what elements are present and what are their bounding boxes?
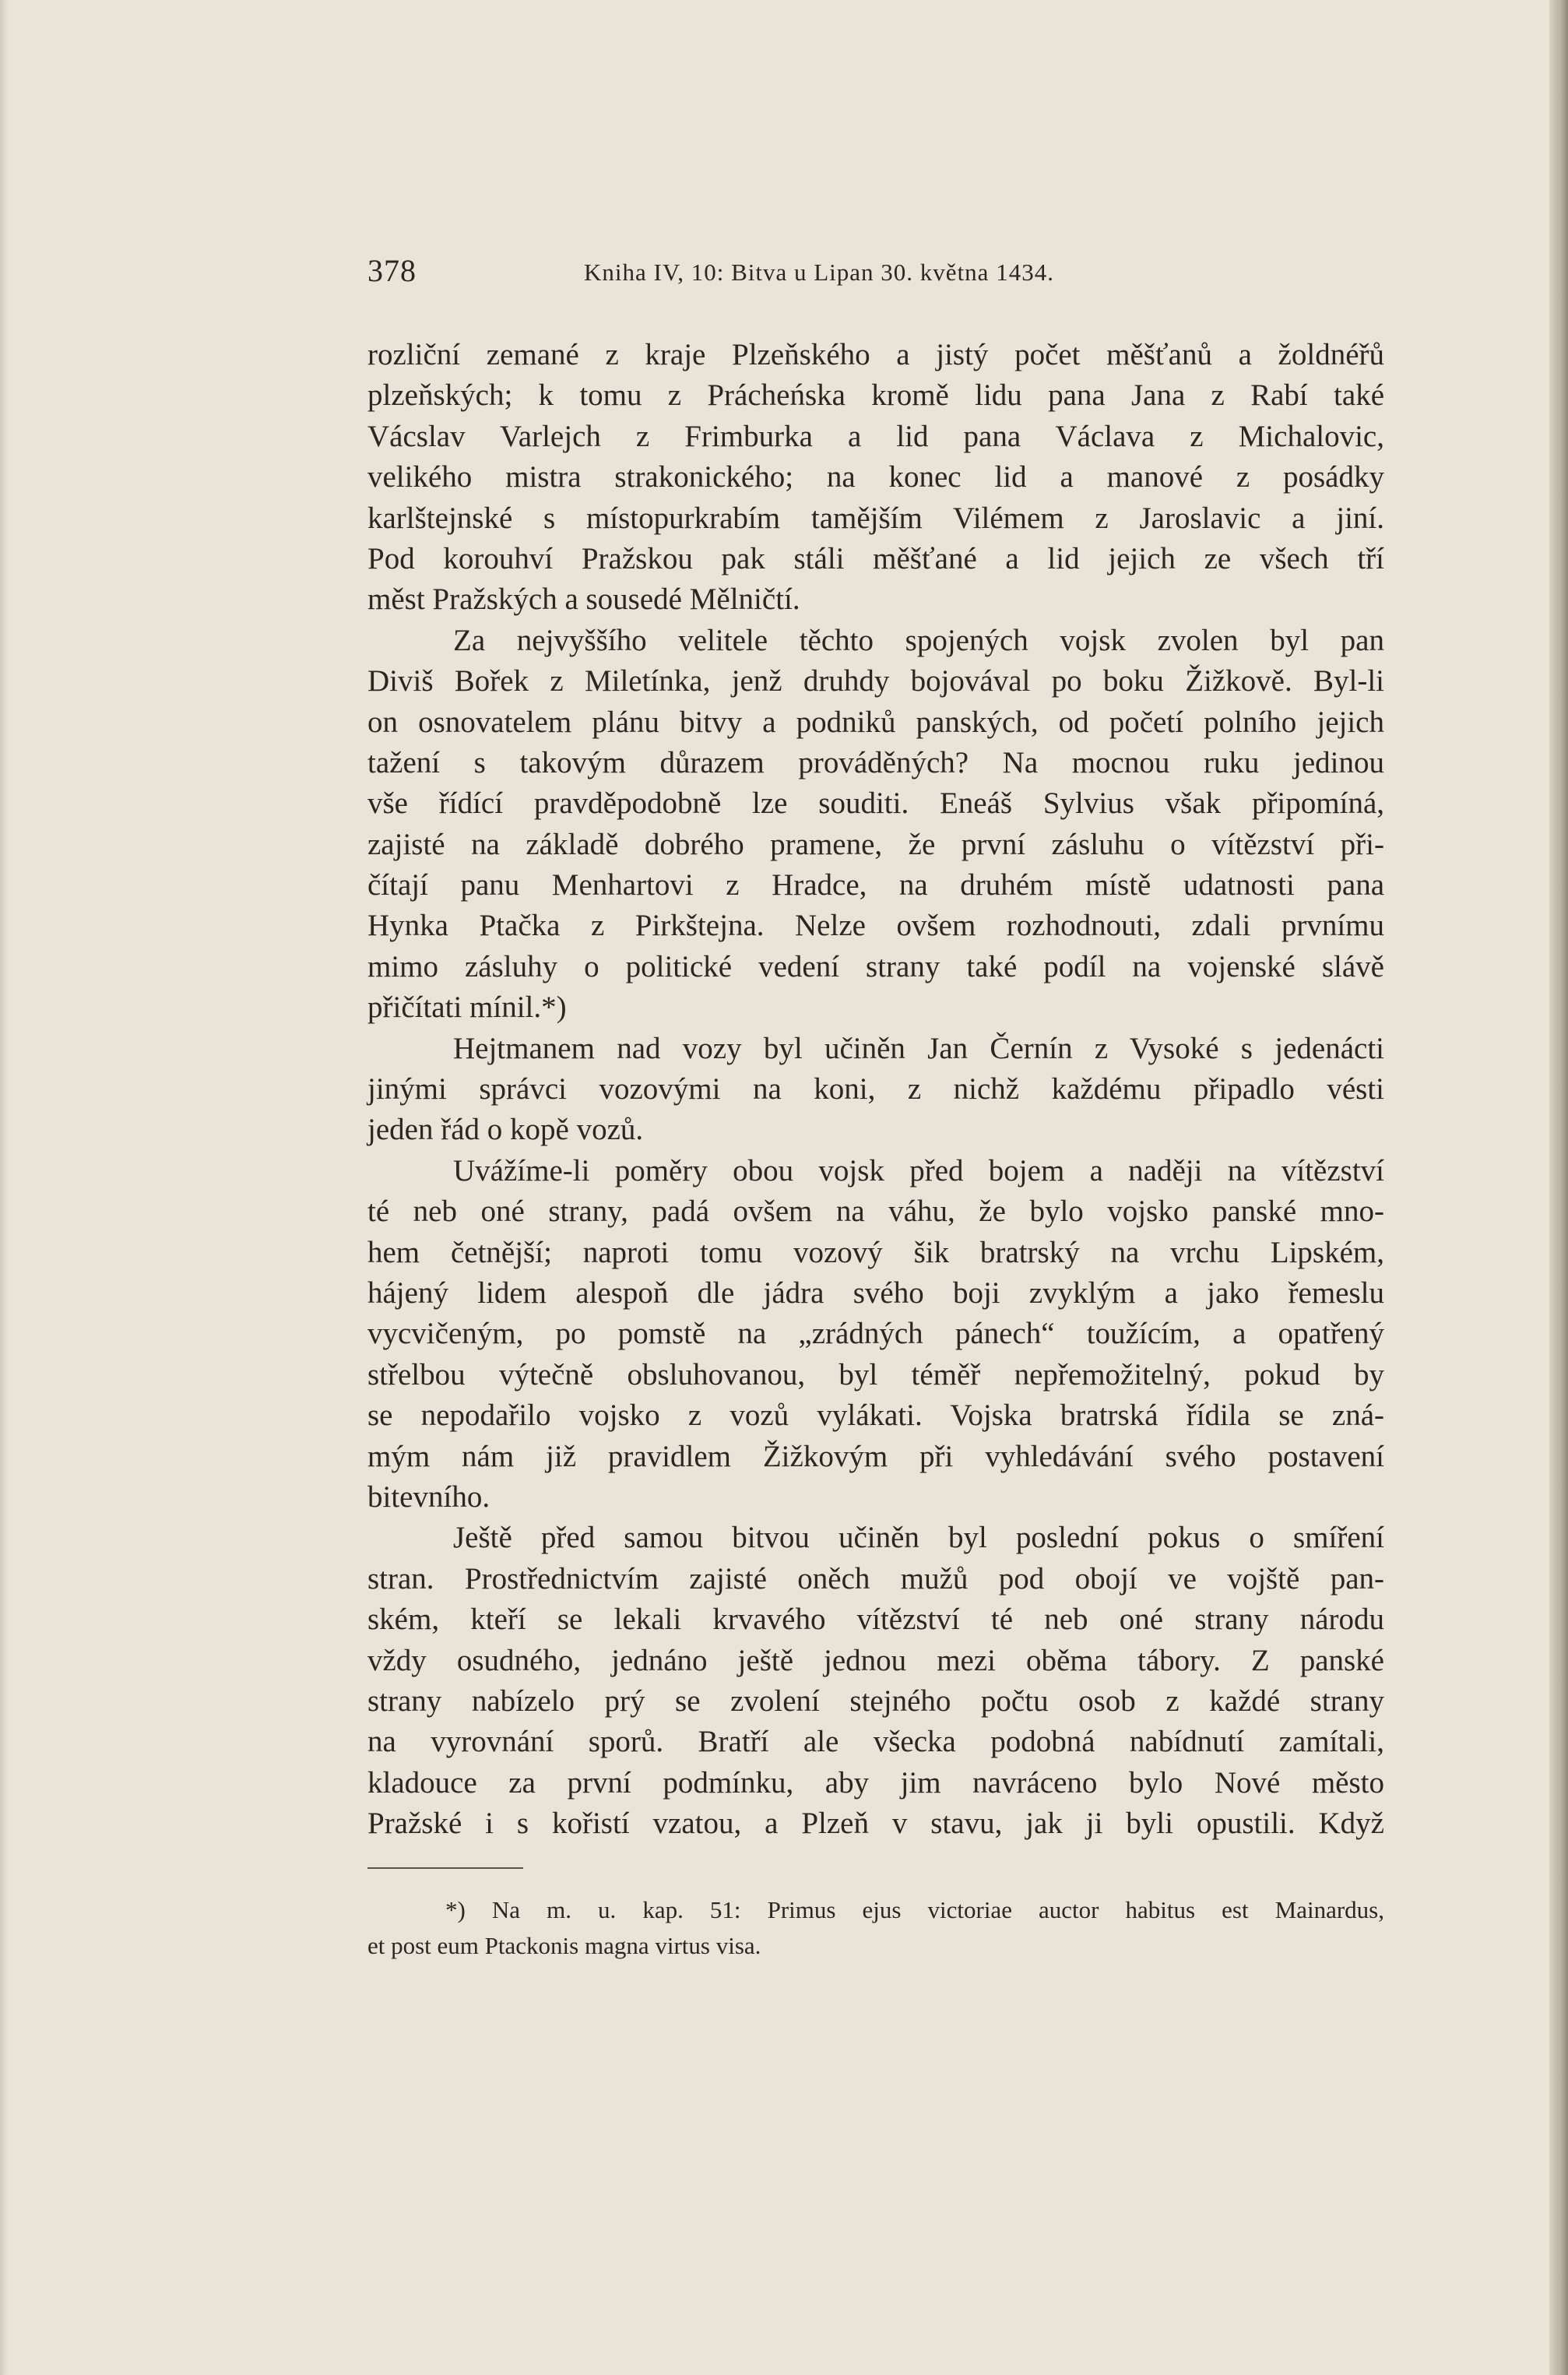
text-line: Hejtmanem nad vozy byl učiněn Jan Černín z Vysoké s jedenácti (453, 1031, 1384, 1065)
text-line: měst Pražských a sousedé Mělničtí. (367, 582, 800, 617)
text-line: rozliční zemané z kraje Plzeňského a jistý počet měšťanů a žoldnéřů (367, 338, 1384, 371)
text-line: Vácslav Varlejch z Frimburka a lid pana Václava z Michalovic, (367, 419, 1384, 453)
page-edge-shadow (1549, 0, 1568, 2375)
text-line: Pražské i s kořistí vzatou, a Plzeň v stavu, jak ji byli opustili. Když (367, 1807, 1384, 1841)
text-line: strany nabízelo prý se zvolení stejného počtu osob z každé strany (367, 1684, 1384, 1718)
text-line: hájený lidem alespoň dle jádra svého boji zvyklým a jako řemeslu (367, 1275, 1384, 1310)
text-line: stran. Prostřednictvím zajisté oněch mužů pod obojí ve vojště pan- (367, 1561, 1384, 1596)
text-line: čítají panu Menhartovi z Hradce, na druhém místě udatnosti pana (367, 868, 1384, 902)
text-line: na vyrovnání sporů. Bratří ale všecka podobná nabídnutí zamítali, (367, 1725, 1384, 1759)
text-line: tažení s takovým důrazem prováděných? Na mocnou ruku jedinou (367, 745, 1384, 779)
footnote-line: *) Na m. u. kap. 51: Primus ejus victoriae auctor habitus est Mainardus, (445, 1896, 1384, 1923)
text-line: se nepodařilo vojsko z vozů vylákati. Vojska bratrská řídila se zná- (367, 1399, 1384, 1433)
text-line: té neb oné strany, padá ovšem na váhu, že bylo vojsko panské mno- (367, 1195, 1384, 1229)
text-line: Za nejvyššího velitele těchto spojených vojsk zvolen byl pan (453, 623, 1384, 657)
text-line: Ještě před samou bitvou učiněn byl poslední pokus o smíření (453, 1521, 1384, 1555)
text-line: hem četnější; naproti tomu vozový šik bratrský na vrchu Lipském, (367, 1235, 1384, 1269)
body-text (367, 335, 1384, 1844)
footnote-divider (367, 1867, 523, 1869)
page-number: 378 (367, 253, 417, 288)
text-line: jinými správci vozovými na koni, z nichž každému připadlo vésti (367, 1072, 1384, 1107)
text-line: kladouce za první podmínku, aby jim navráceno bylo Nové město (367, 1765, 1384, 1800)
text-line: střelbou výtečně obsluhovanou, byl téměř nepřemožitelný, pokud by (367, 1357, 1384, 1392)
text-line: vycvičeným, po pomstě na „zrádných pánech“ toužícím, a opatřený (367, 1317, 1384, 1351)
text-line: jeden řád o kopě vozů. (367, 1113, 644, 1147)
text-line: Uvážíme-li poměry obou vojsk před bojem a naději na vítězství (453, 1153, 1384, 1188)
text-line: on osnovatelem plánu bitvy a podniků panských, od početí polního jejich (367, 705, 1384, 739)
text-line: přičítati mínil.*) (367, 990, 567, 1025)
running-title: Kniha IV, 10: Bitva u Lipan 30. května 1434. (584, 259, 1054, 286)
footnotes (367, 1892, 1384, 1964)
text-line: vždy osudného, jednáno ještě jednou mezi oběma tábory. Z panské (367, 1643, 1384, 1677)
text-line: vše řídící pravděpodobně lze souditi. Eneáš Sylvius však připomíná, (367, 786, 1384, 821)
text-line: zajisté na základě dobrého pramene, že první zásluhu o vítězství při- (367, 827, 1384, 861)
text-line: Hynka Ptačka z Pirkštejna. Nelze ovšem rozhodnouti, zdali prvnímu (367, 909, 1384, 943)
text-line: mimo zásluhy o politické vedení strany také podíl na vojenské slávě (367, 949, 1384, 983)
text-line: mým nám již pravidlem Žižkovým při vyhledávání svého postavení (367, 1439, 1384, 1473)
text-line: karlštejnské s místopurkrabím tamějším Vilémem z Jaroslavic a jiní. (367, 501, 1384, 535)
text-line: plzeňských; k tomu z Prácheńska kromě lidu pana Jana z Rabí také (367, 378, 1384, 413)
text-line: velikého mistra strakonického; na konec lid a manové z posádky (367, 460, 1384, 494)
footnote-line: et post eum Ptackonis magna virtus visa. (367, 1932, 761, 1959)
text-line: Pod korouhví Pražskou pak stáli měšťané a lid jejich ze všech tří (367, 541, 1384, 575)
text-line: ském, kteří se lekali krvavého vítězství té neb oné strany národu (367, 1603, 1384, 1637)
text-line: bitevního. (367, 1480, 490, 1514)
running-head (367, 248, 1392, 294)
text-line: Diviš Bořek z Miletínka, jenž druhdy bojovával po boku Žižkově. Byl-li (367, 664, 1384, 698)
